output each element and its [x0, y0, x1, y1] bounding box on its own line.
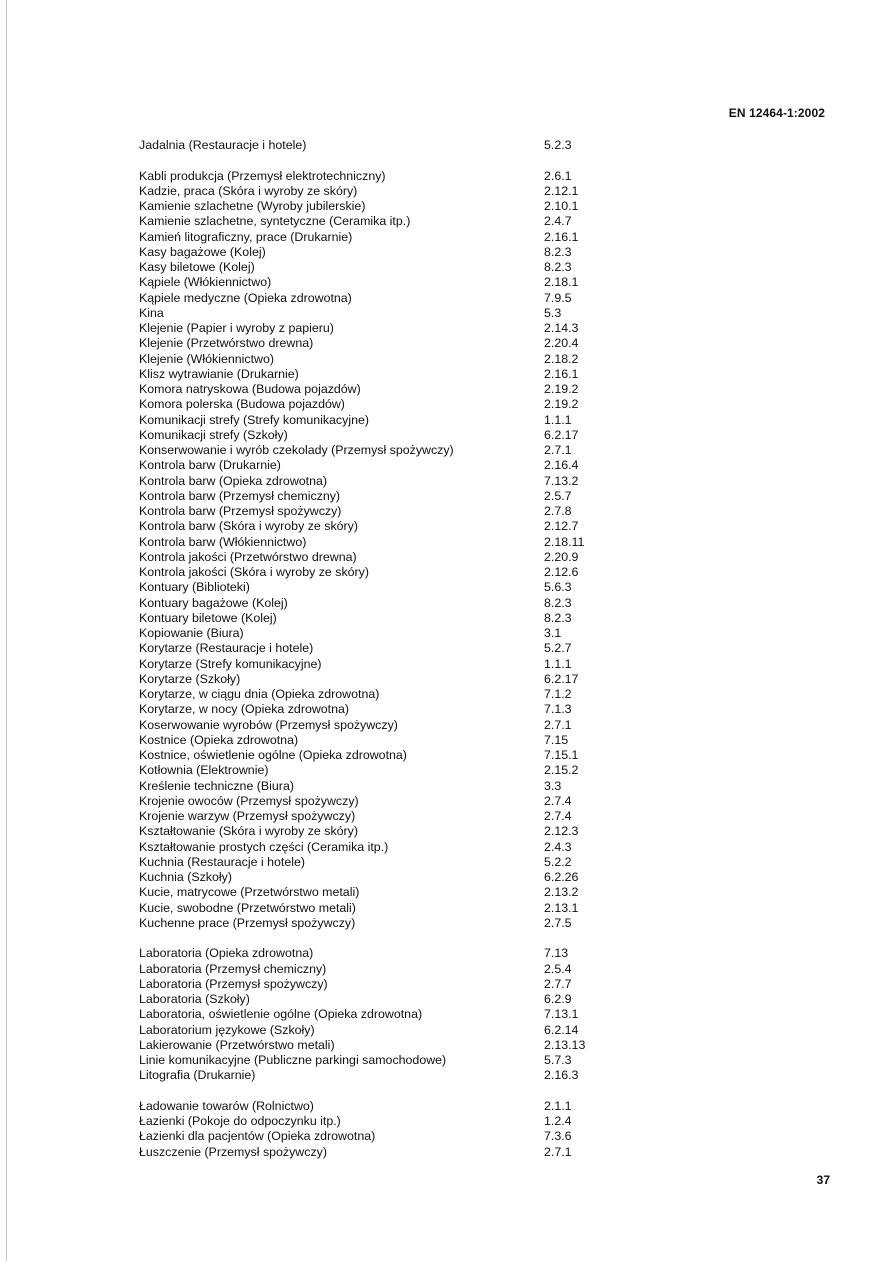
index-entry — [139, 230, 639, 245]
index-entry — [139, 275, 639, 290]
entry-reference: 5.3 — [544, 305, 562, 320]
entry-term: Klejenie (Przetwórstwo drewna) — [139, 336, 314, 351]
index-entry — [139, 855, 639, 870]
entry-term: Kamienie szlachetne (Wyroby jubilerskie) — [139, 199, 366, 213]
index-entry — [139, 199, 639, 214]
entry-term: Kuchnia (Szkoły) — [139, 870, 232, 884]
entry-term: Kotłownia (Elektrownie) — [139, 763, 269, 778]
entry-term: Kostnice (Opieka zdrowotna) — [139, 732, 299, 747]
index-entry — [139, 413, 639, 428]
entry-reference: 2.18.1 — [544, 275, 579, 290]
entry-reference: 2.12.6 — [544, 565, 579, 579]
entry-term: Laboratoria (Szkoły) — [139, 992, 250, 1006]
entry-term: Kina — [139, 305, 164, 320]
entry-reference: 8.2.3 — [544, 610, 572, 625]
entry-reference: 2.16.1 — [544, 229, 579, 244]
entry-reference: 2.7.8 — [544, 504, 572, 518]
entry-term: Łuszczenie (Przemysł spożywczy) — [139, 1144, 327, 1159]
entry-term: Kontrola barw (Opieka zdrowotna) — [139, 473, 328, 488]
entry-reference: 7.13.1 — [544, 1007, 579, 1022]
page-number: 37 — [816, 1173, 830, 1187]
entry-reference: 2.6.1 — [544, 168, 572, 183]
index-group — [139, 138, 639, 153]
entry-reference: 7.3.6 — [544, 1129, 572, 1144]
index-entry — [139, 748, 639, 763]
entry-term: Laboratoria (Przemysł chemiczny) — [139, 961, 327, 976]
index-entry — [139, 1129, 639, 1144]
entry-term: Kostnice, oświetlenie ogólne (Opieka zdrowotna) — [139, 748, 407, 762]
entry-reference: 2.16.1 — [544, 366, 579, 381]
entry-term: Komora polerska (Budowa pojazdów) — [139, 397, 345, 412]
entry-reference: 2.20.9 — [544, 549, 579, 564]
entry-term: Kasy bagażowe (Kolej) — [139, 244, 266, 259]
index-entry — [139, 306, 639, 321]
entry-reference: 2.7.4 — [544, 793, 572, 808]
index-entry — [139, 550, 639, 565]
entry-term: Laboratoria (Opieka zdrowotna) — [139, 946, 314, 961]
entry-term: Kuchenne prace (Przemysł spożywczy) — [139, 915, 356, 930]
entry-reference: 2.14.3 — [544, 321, 579, 335]
index-entry — [139, 794, 639, 809]
entry-term: Korytarze (Strefy komunikacyjne) — [139, 656, 322, 671]
index-entry — [139, 626, 639, 641]
index-entry — [139, 733, 639, 748]
entry-term: Kontrola barw (Skóra i wyroby ze skóry) — [139, 519, 358, 534]
index-list — [139, 138, 639, 1175]
index-entry — [139, 565, 639, 580]
entry-term: Kształtowanie (Skóra i wyroby ze skóry) — [139, 824, 358, 839]
index-entry — [139, 779, 639, 794]
index-entry — [139, 580, 639, 595]
entry-term: Kontrola barw (Przemysł spożywczy) — [139, 504, 342, 518]
entry-reference: 2.7.5 — [544, 915, 572, 930]
entry-term: Krojenie owoców (Przemysł spożywczy) — [139, 793, 359, 808]
entry-reference: 7.9.5 — [544, 290, 572, 305]
index-entry — [139, 260, 639, 275]
index-entry — [139, 382, 639, 397]
entry-reference: 6.2.26 — [544, 870, 579, 884]
index-entry — [139, 946, 639, 961]
entry-reference: 5.2.3 — [544, 138, 572, 152]
entry-reference: 2.12.1 — [544, 183, 579, 198]
entry-term: Kreślenie techniczne (Biura) — [139, 778, 294, 793]
entry-term: Komunikacji strefy (Strefy komunikacyjne) — [139, 412, 369, 427]
index-entry — [139, 1023, 639, 1038]
entry-term: Korytarze, w nocy (Opieka zdrowotna) — [139, 702, 350, 717]
entry-reference: 2.13.13 — [544, 1037, 586, 1052]
entry-reference: 2.7.7 — [544, 976, 572, 991]
entry-term: Korytarze (Szkoły) — [139, 671, 241, 686]
index-entry — [139, 611, 639, 626]
entry-term: Ładowanie towarów (Rolnictwo) — [139, 1098, 314, 1113]
entry-reference: 1.1.1 — [544, 656, 572, 671]
index-entry — [139, 352, 639, 367]
index-entry — [139, 702, 639, 717]
entry-term: Klejenie (Papier i wyroby z papieru) — [139, 321, 334, 335]
index-entry — [139, 336, 639, 351]
index-entry — [139, 992, 639, 1007]
entry-reference: 2.7.1 — [544, 443, 572, 457]
entry-reference: 2.12.7 — [544, 519, 579, 534]
index-entry — [139, 916, 639, 931]
index-entry — [139, 428, 639, 443]
entry-reference: 6.2.17 — [544, 671, 579, 686]
entry-term: Koserwowanie wyrobów (Przemysł spożywczy) — [139, 717, 398, 732]
entry-reference: 7.15 — [544, 732, 569, 747]
entry-term: Kucie, matrycowe (Przetwórstwo metali) — [139, 885, 360, 900]
scan-edge-line — [6, 0, 7, 1261]
entry-term: Kamień litograficzny, prace (Drukarnie) — [139, 229, 353, 244]
entry-term: Kąpiele (Włókiennictwo) — [139, 275, 272, 290]
entry-reference: 5.2.7 — [544, 641, 572, 656]
entry-reference: 7.1.3 — [544, 702, 572, 717]
entry-term: Laboratoria (Przemysł spożywczy) — [139, 976, 328, 991]
index-entry — [139, 809, 639, 824]
entry-reference: 2.16.3 — [544, 1068, 579, 1083]
entry-reference: 2.15.2 — [544, 763, 579, 778]
entry-reference: 2.12.3 — [544, 824, 579, 839]
entry-term: Kopiowanie (Biura) — [139, 626, 244, 640]
index-entry — [139, 397, 639, 412]
index-entry — [139, 763, 639, 778]
index-entry — [139, 977, 639, 992]
entry-reference: 2.10.1 — [544, 199, 579, 213]
entry-reference: 2.18.11 — [544, 534, 585, 549]
entry-reference: 8.2.3 — [544, 244, 572, 259]
index-entry — [139, 535, 639, 550]
entry-reference: 2.4.7 — [544, 214, 572, 229]
entry-term: Kasy biletowe (Kolej) — [139, 260, 255, 274]
entry-reference: 2.18.2 — [544, 351, 579, 366]
entry-term: Krojenie warzyw (Przemysł spożywczy) — [139, 809, 356, 823]
index-group — [139, 946, 639, 1083]
entry-reference: 2.13.2 — [544, 885, 579, 900]
entry-term: Kadzie, praca (Skóra i wyroby ze skóry) — [139, 183, 358, 198]
index-entry — [139, 214, 639, 229]
entry-reference: 5.7.3 — [544, 1053, 572, 1067]
entry-term: Komora natryskowa (Budowa pojazdów) — [139, 382, 361, 396]
entry-term: Kontuary (Biblioteki) — [139, 580, 250, 595]
index-entry — [139, 504, 639, 519]
index-entry — [139, 596, 639, 611]
entry-term: Laboratoria, oświetlenie ogólne (Opieka zdrowotna) — [139, 1007, 423, 1022]
entry-term: Klisz wytrawianie (Drukarnie) — [139, 366, 299, 381]
entry-term: Komunikacji strefy (Szkoły) — [139, 427, 288, 442]
entry-term: Kuchnia (Restauracje i hotele) — [139, 854, 305, 869]
entry-reference: 7.13 — [544, 946, 569, 961]
entry-term: Łazienki (Pokoje do odpoczynku itp.) — [139, 1114, 341, 1128]
entry-reference: 2.7.4 — [544, 809, 572, 823]
entry-term: Jadalnia (Restauracje i hotele) — [139, 138, 307, 152]
index-entry — [139, 1007, 639, 1022]
entry-reference: 2.19.2 — [544, 397, 579, 412]
index-entry — [139, 245, 639, 260]
entry-reference: 2.4.3 — [544, 839, 572, 854]
index-entry — [139, 169, 639, 184]
index-entry — [139, 870, 639, 885]
entry-reference: 5.6.3 — [544, 580, 572, 595]
entry-reference: 2.5.4 — [544, 961, 572, 976]
index-entry — [139, 519, 639, 534]
entry-term: Kontuary bagażowe (Kolej) — [139, 595, 288, 610]
entry-reference: 1.1.1 — [544, 412, 572, 427]
index-entry — [139, 443, 639, 458]
index-entry — [139, 962, 639, 977]
entry-term: Lakierowanie (Przetwórstwo metali) — [139, 1037, 335, 1052]
document-code: EN 12464-1:2002 — [728, 106, 825, 120]
index-entry — [139, 138, 639, 153]
entry-term: Kontrola barw (Przemysł chemiczny) — [139, 488, 341, 503]
index-entry — [139, 1099, 639, 1114]
entry-reference: 6.2.17 — [544, 427, 579, 442]
entry-reference: 2.1.1 — [544, 1098, 572, 1113]
index-group — [139, 169, 639, 932]
entry-reference: 3.3 — [544, 778, 562, 793]
index-entry — [139, 489, 639, 504]
entry-term: Kontrola barw (Drukarnie) — [139, 458, 281, 473]
index-entry — [139, 657, 639, 672]
entry-reference: 2.5.7 — [544, 488, 572, 503]
entry-term: Kamienie szlachetne, syntetyczne (Ceramika itp.) — [139, 214, 411, 229]
entry-term: Korytarze, w ciągu dnia (Opieka zdrowotna) — [139, 687, 380, 701]
index-entry — [139, 474, 639, 489]
entry-reference: 2.20.4 — [544, 336, 579, 351]
entry-reference: 2.7.1 — [544, 717, 572, 732]
index-entry — [139, 291, 639, 306]
entry-term: Kontuary biletowe (Kolej) — [139, 610, 277, 625]
entry-term: Kontrola jakości (Przetwórstwo drewna) — [139, 549, 357, 564]
index-entry — [139, 1145, 639, 1160]
entry-term: Łazienki dla pacjentów (Opieka zdrowotna) — [139, 1129, 376, 1144]
index-entry — [139, 885, 639, 900]
index-entry — [139, 1053, 639, 1068]
index-group — [139, 1099, 639, 1160]
index-entry — [139, 901, 639, 916]
entry-term: Kucie, swobodne (Przetwórstwo metali) — [139, 900, 356, 915]
entry-term: Kształtowanie prostych części (Ceramika itp.) — [139, 839, 389, 854]
index-entry — [139, 641, 639, 656]
entry-reference: 8.2.3 — [544, 595, 572, 610]
entry-reference: 6.2.14 — [544, 1022, 579, 1037]
index-entry — [139, 840, 639, 855]
entry-reference: 2.16.4 — [544, 458, 579, 473]
entry-reference: 5.2.2 — [544, 854, 572, 869]
entry-reference: 7.13.2 — [544, 473, 579, 488]
entry-term: Litografia (Drukarnie) — [139, 1068, 256, 1083]
entry-reference: 1.2.4 — [544, 1114, 572, 1128]
index-entry — [139, 1114, 639, 1129]
entry-term: Korytarze (Restauracje i hotele) — [139, 641, 314, 656]
entry-reference: 7.1.2 — [544, 687, 572, 701]
entry-term: Kabli produkcja (Przemysł elektrotechniczny) — [139, 168, 386, 183]
entry-reference: 2.13.1 — [544, 900, 579, 915]
index-entry — [139, 824, 639, 839]
index-entry — [139, 1038, 639, 1053]
index-entry — [139, 687, 639, 702]
entry-reference: 8.2.3 — [544, 260, 572, 274]
index-entry — [139, 321, 639, 336]
entry-term: Laboratorium językowe (Szkoły) — [139, 1022, 315, 1037]
index-entry — [139, 367, 639, 382]
entry-term: Kąpiele medyczne (Opieka zdrowotna) — [139, 290, 352, 305]
entry-reference: 7.15.1 — [544, 748, 579, 762]
index-entry — [139, 672, 639, 687]
index-entry — [139, 718, 639, 733]
entry-reference: 3.1 — [544, 626, 562, 640]
entry-term: Linie komunikacyjne (Publiczne parkingi samochodowe) — [139, 1053, 447, 1067]
index-entry — [139, 458, 639, 473]
entry-term: Kontrola barw (Włókiennictwo) — [139, 534, 307, 549]
entry-reference: 2.19.2 — [544, 382, 579, 396]
index-entry — [139, 1068, 639, 1083]
entry-reference: 2.7.1 — [544, 1144, 572, 1159]
entry-term: Konserwowanie i wyrób czekolady (Przemysł spożywczy) — [139, 443, 454, 457]
index-entry — [139, 184, 639, 199]
entry-reference: 6.2.9 — [544, 992, 572, 1006]
entry-term: Kontrola jakości (Skóra i wyroby ze skóry) — [139, 565, 369, 579]
entry-term: Klejenie (Włókiennictwo) — [139, 351, 274, 366]
